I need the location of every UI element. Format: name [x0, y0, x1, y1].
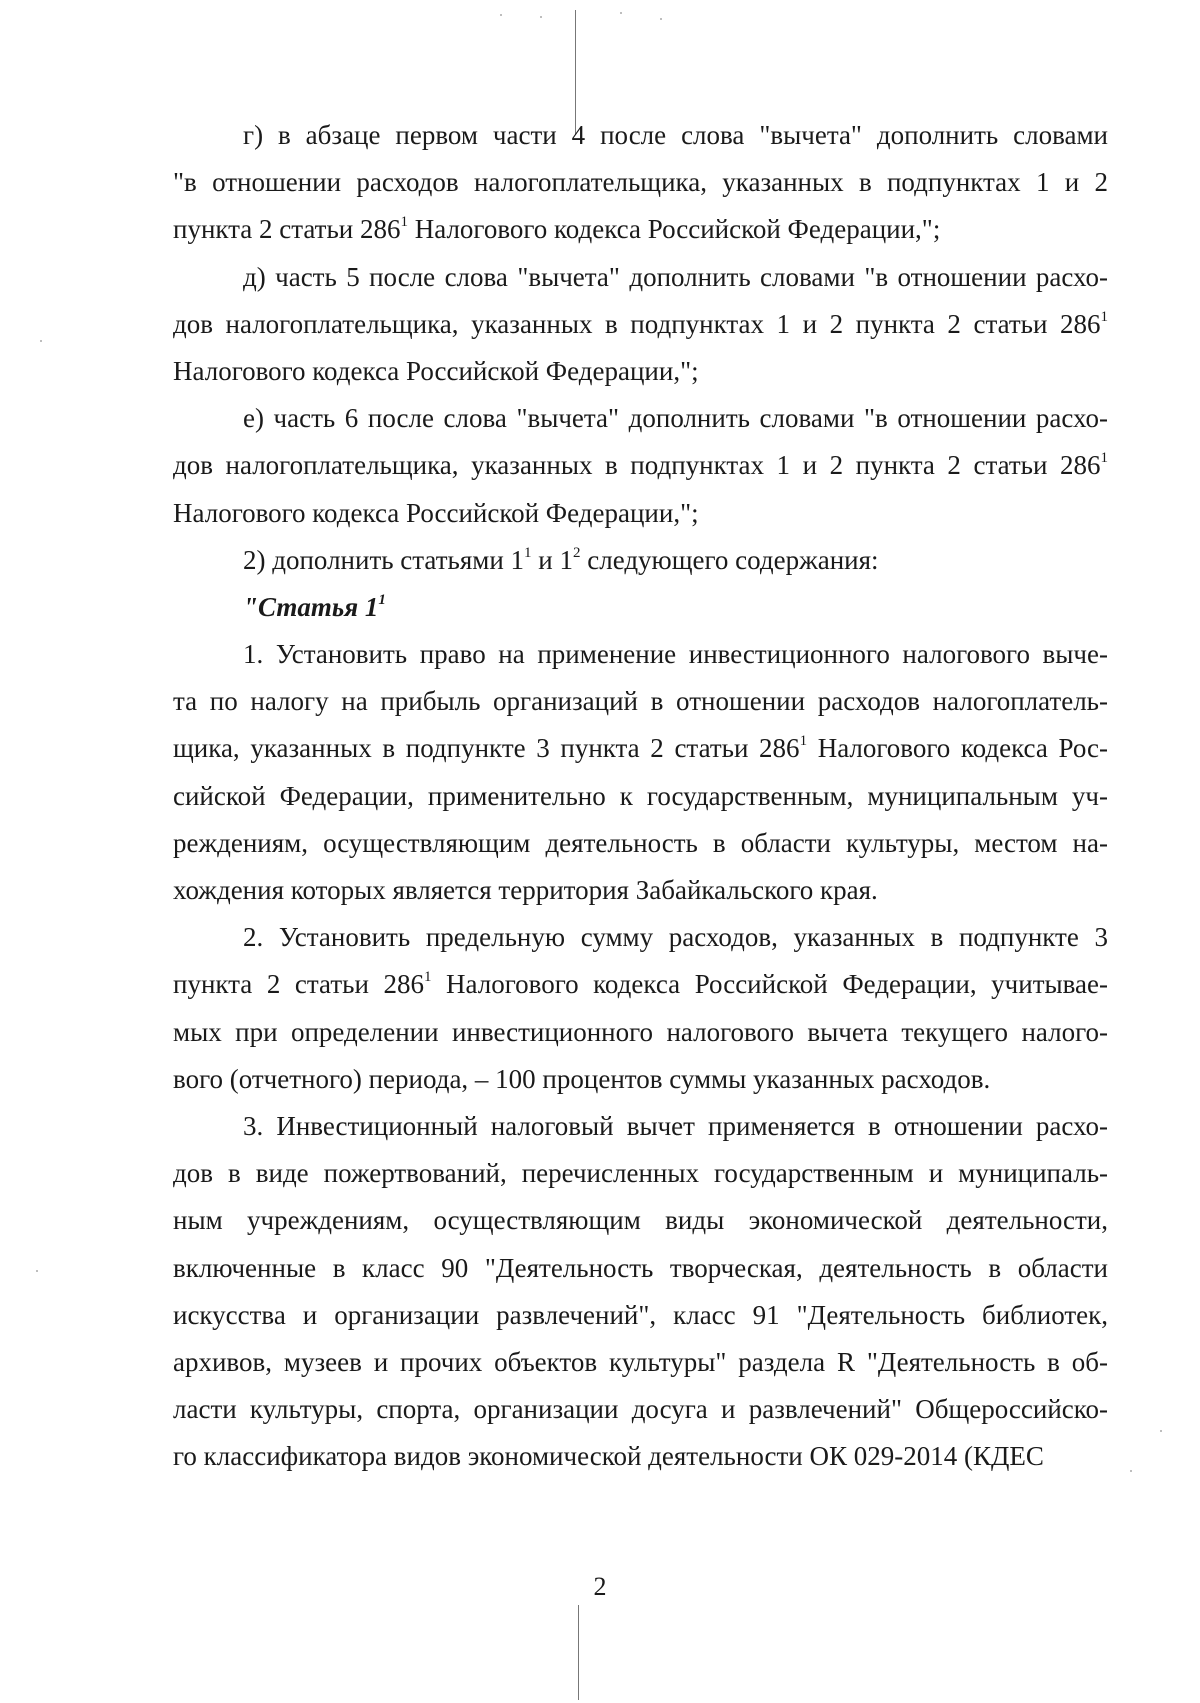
scan-speck — [36, 1270, 38, 1272]
text-line: реждениям, осуществляющим деятельность в области культуры, местом на- — [173, 827, 1108, 858]
text-line: 1. Установить право на применение инвестиционного налогового выче- — [243, 639, 1108, 670]
text-line: Налогового кодекса Российской Федерации,"; — [173, 355, 699, 386]
text-line: г) в абзаце первом части 4 после слова "вычета" дополнить словами — [243, 120, 1108, 150]
text-line: пункта 2 статьи $286^1$ Налогового кодекса Российской Федерации,"; — [173, 214, 941, 245]
scan-speck — [40, 340, 42, 342]
text-line: хождения которых является территория Забайкальского края. — [173, 875, 878, 905]
text-line: дов налогоплательщика, указанных в подпунктах 1 и 2 пункта 2 статьи $286^1$ — [173, 308, 1108, 339]
text-line: е) часть 6 после слова "вычета" дополнить словами "в отношении расхо- — [243, 403, 1108, 434]
text-line: мых при определении инвестиционного налогового вычета текущего налого- — [173, 1016, 1108, 1047]
scan-speck — [660, 18, 662, 20]
scan-speck — [1130, 1470, 1132, 1472]
text-line: 2) дополнить статьями $1^1$ и $1^2$ следующего содержания: — [243, 544, 879, 575]
page-number: 2 — [593, 1572, 607, 1601]
paragraph — [173, 914, 1108, 1103]
scan-speck — [540, 16, 542, 18]
text-line: го классификатора видов экономической деятельности ОК 029-2014 (КДЕС — [173, 1441, 1044, 1472]
text-line: дов в виде пожертвований, перечисленных государственным и муниципаль- — [173, 1158, 1108, 1189]
scan-speck — [1160, 1430, 1162, 1432]
text-line: включенные в класс 90 "Деятельность творческая, деятельность в области — [173, 1252, 1108, 1283]
paragraph — [173, 112, 1108, 254]
text-line: Налогового кодекса Российской Федерации,"; — [173, 497, 699, 528]
paragraph — [173, 395, 1108, 537]
text-line: щика, указанных в подпункте 3 пункта 2 статьи $286^1$ Налогового кодекса Рос- — [173, 733, 1108, 764]
text-line: та по налогу на прибыль организаций в отношении расходов налогоплатель- — [173, 686, 1108, 717]
paragraph — [173, 631, 1108, 914]
scan-speck — [620, 12, 622, 14]
text-line: архивов, музеев и прочих объектов культуры" раздела R "Деятельность в об- — [173, 1346, 1108, 1377]
text-line: пункта 2 статьи $286^1$ Налогового кодекса Российской Федерации, учитывае- — [173, 969, 1108, 1000]
text-line: "Статья $1^1$ — [243, 591, 386, 622]
text-line: сийской Федерации, применительно к государственным, муниципальным уч- — [173, 780, 1108, 811]
paragraph — [173, 254, 1108, 396]
text-line: вого (отчетного) периода, – 100 процентов суммы указанных расходов. — [173, 1063, 991, 1094]
text-line: искусства и организации развлечений", класс 91 "Деятельность библиотек, — [173, 1299, 1108, 1330]
scan-speck — [500, 14, 502, 16]
text-line: 2. Установить предельную сумму расходов, указанных в подпункте 3 — [243, 922, 1108, 953]
article-heading — [173, 584, 1108, 631]
text-line: ным учреждениям, осуществляющим виды экономической деятельности, — [173, 1205, 1108, 1236]
text-line: "в отношении расходов налогоплательщика, указанных в подпунктах 1 и 2 — [173, 167, 1108, 198]
text-line: д) часть 5 после слова "вычета" дополнить словами "в отношении расхо- — [243, 261, 1108, 292]
paragraph — [173, 1103, 1108, 1481]
text-line: 3. Инвестиционный налоговый вычет применяется в отношении расхо- — [243, 1110, 1108, 1141]
paragraph — [173, 537, 1108, 584]
text-line: дов налогоплательщика, указанных в подпунктах 1 и 2 пункта 2 статьи $286^1$ — [173, 450, 1108, 481]
text-line: ласти культуры, спорта, организации досуга и развлечений" Общероссийско- — [173, 1394, 1108, 1425]
scan-artifact-bottom-line — [578, 1605, 579, 1700]
document-body — [173, 112, 1108, 1480]
